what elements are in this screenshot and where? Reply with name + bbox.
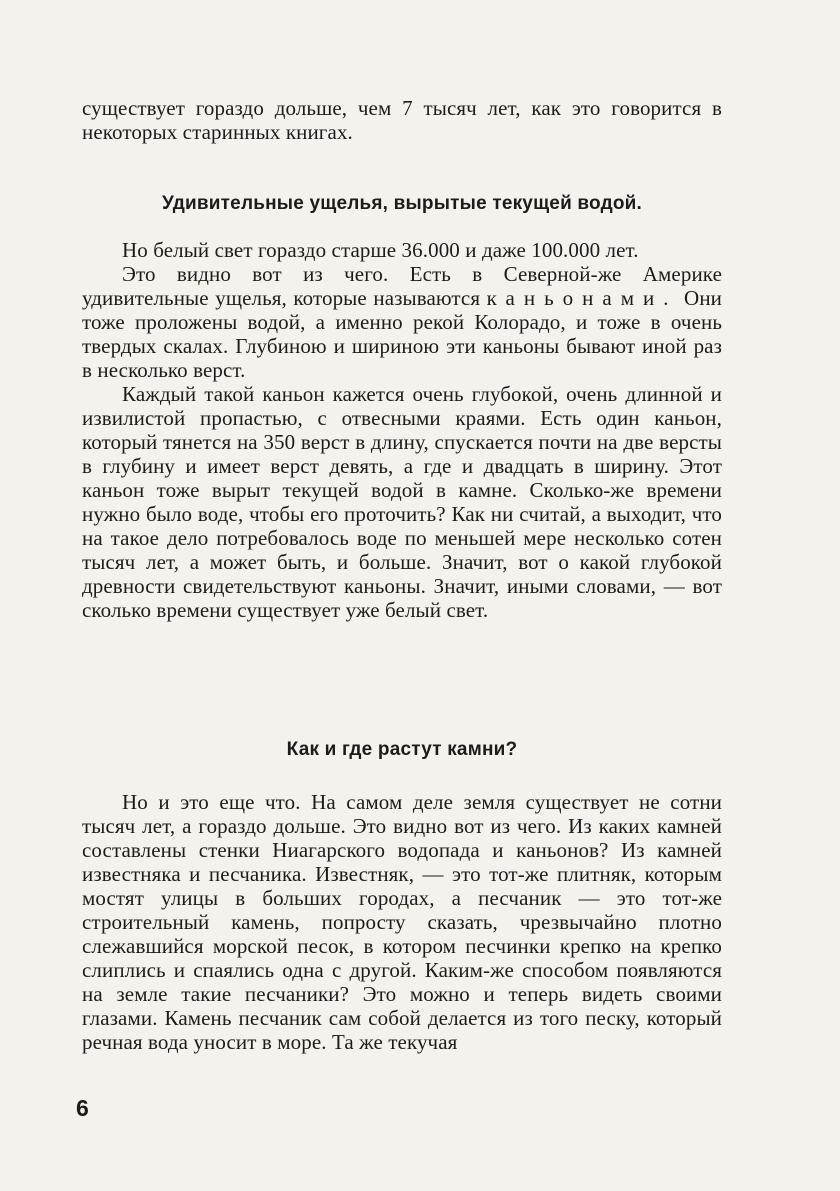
section-body-canyons <box>82 238 722 622</box>
section-heading-canyons: Удивительные ущелья, вырытые текущей водой. <box>161 193 643 214</box>
section-body-stones <box>82 790 722 1054</box>
section-heading-stones: Как и где растут камни? <box>286 739 518 760</box>
paragraph-text: Это видно вот из чего. Есть в Северной-же Америке удивительные ущелья, которые называются <box>82 262 722 310</box>
intro-text <box>82 96 722 144</box>
intro-paragraph: существует гораздо дольше, чем 7 тысяч лет, как это говорится в некоторых старинных книгах. <box>82 96 722 144</box>
paragraph: Но и это еще что. На самом деле земля существует не сотни тысяч лет, а гораздо дольше. Это видно вот из чего. Из каких камней составлены стенки Ниагарского водопада и каньонов? Из камней известняка и песчаника. Известняк, — это тот-же плитняк, которым мостят улицы в больших городах, а песчаник — это тот-же строительный камень, попросту сказать, чрезвычайно плотно слежавшийся морской песок, в котором песчинки крепко на крепко слиплись и спаялись одна с другой. Каким-же способом появляются на земле такие песчаники? Это можно и теперь видеть своими глазами. Камень песчаник сам собой делается из того песку, который речная вода уносит в море. Та же текучая <box>82 790 722 1054</box>
page-number: 6 <box>76 1095 89 1121</box>
paragraph <box>82 262 722 382</box>
paragraph: Но белый свет гораздо старше 36.000 и даже 100.000 лет. <box>122 238 639 262</box>
paragraph: Каждый такой каньон кажется очень глубокой, очень длинной и извилистой пропастью, с отвесными краями. Есть один каньон, который тянется на 350 верст в длину, спускается почти на две версты в глубину и имеет верст девять, а где и двадцать в ширину. Этот каньон тоже вырыт текущей водой в камне. Сколько-же времени нужно было воде, чтобы его проточить? Как ни считай, а выходит, что на такое дело потребовалось воде по меньшей мере несколько сотен тысяч лет, а может быть, и больше. Значит, вот о какой глубокой древности свидетельствуют каньоны. Значит, иными словами, — вот сколько времени существует уже белый свет. <box>82 382 722 622</box>
emphasized-word: каньонами. <box>486 286 678 310</box>
paragraph-text: Они тоже проложены водой, а именно рекой Колорадо, и тоже в очень твердых скалах. Глубиною и шириною эти каньоны бывают иной раз в несколько верст. <box>82 286 723 382</box>
